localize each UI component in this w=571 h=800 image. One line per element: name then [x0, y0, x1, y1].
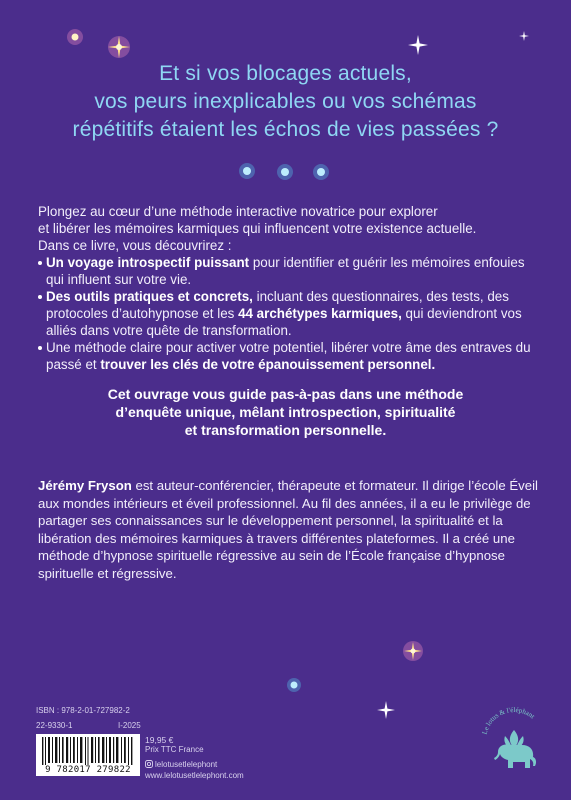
- author-name: Jérémy Fryson: [38, 478, 132, 493]
- book-code: 22-9330-1: [36, 721, 73, 730]
- intro-line: Dans ce livre, vous découvrirez :: [38, 238, 232, 253]
- author-bio: [38, 477, 538, 582]
- barcode-bars: [36, 734, 140, 766]
- glowing-star-icon: [66, 28, 84, 46]
- headline: [40, 60, 531, 144]
- sparkle-icon: [376, 700, 396, 720]
- blue-star-icon: [238, 162, 256, 180]
- instagram-handle: [145, 760, 217, 770]
- bullet-text: Une méthode claire pour activer votre potentiel, libérer votre âme des entraves du passé et: [46, 340, 531, 372]
- headline-line: vos peurs inexplicables ou vos schémas: [94, 90, 477, 113]
- bullet-item: [38, 339, 538, 373]
- bullet-strong: Un voyage introspectif puissant: [46, 255, 250, 270]
- callout-line: et transformation personnelle.: [184, 422, 387, 438]
- headline-line: répétitifs étaient les échos de vies passées ?: [72, 118, 499, 141]
- website: www.lelotusetlelephont.com: [145, 771, 244, 780]
- bio-text: est auteur-conférencier, thérapeute et formateur. Il dirige l’école Éveil aux mondes intérieurs et éveil professionnel. Au fil des années, il a eu le privilège de partager ses connaissances sur le développement personnel, la spiritualité et la libération des mémoires karmiques à travers différentes plateformes. Il a créé une méthode d’hypnose spirituelle régressive au sein de l’École française d’hypnose spirituelle et régressive.: [38, 478, 538, 581]
- callout-line: d’enquête unique, mêlant introspection, spiritualité: [115, 404, 456, 420]
- price-note: Prix TTC France: [145, 745, 204, 754]
- intro-line: Plongez au cœur d’une méthode interactive novatrice pour explorer: [38, 204, 438, 219]
- instagram-icon: [145, 760, 153, 768]
- bullet-text: qui deviendront vos alliés dans votre quête de transformation.: [46, 306, 522, 338]
- instagram-text: lelotusetlelephont: [155, 760, 218, 769]
- price: 19,95 €: [145, 735, 174, 745]
- bullet-item: [38, 254, 538, 288]
- glowing-star-icon: [106, 34, 132, 60]
- bullet-item: [38, 288, 538, 339]
- sparkle-icon: [407, 34, 429, 56]
- blue-star-icon: [286, 677, 302, 693]
- glowing-star-icon: [402, 640, 424, 662]
- bullet-strong: trouver les clés de votre épanouissement personnel.: [100, 357, 436, 372]
- intro-line: et libérer les mémoires karmiques qui influencent votre existence actuelle.: [38, 221, 477, 236]
- sparkle-icon: [519, 31, 529, 41]
- bullet-text: pour identifier et guérir les mémoires enfouies qui influent sur votre vie.: [46, 255, 525, 287]
- callout-line: Cet ouvrage vous guide pas-à-pas dans une méthode: [107, 386, 464, 402]
- bullet-strong: 44 archétypes karmiques,: [238, 306, 402, 321]
- blue-star-icon: [276, 163, 294, 181]
- barcode-number: 9 782017 279822: [36, 765, 140, 775]
- svg-text:Le lotus & l'éléphant: Le lotus & l'éléphant: [480, 705, 537, 736]
- bullet-text: incluant des questionnaires, des tests, des protocoles d’autohypnose et les: [46, 289, 509, 321]
- publisher-logo: [478, 696, 550, 776]
- callout: [60, 385, 511, 439]
- bullet-strong: Des outils pratiques et concrets,: [46, 289, 253, 304]
- isbn: ISBN : 978-2-01-727982-2: [36, 706, 130, 715]
- blue-star-icon: [312, 163, 330, 181]
- headline-line: Et si vos blocages actuels,: [159, 62, 412, 85]
- edition: I-2025: [118, 721, 141, 730]
- intro-text: [38, 203, 538, 373]
